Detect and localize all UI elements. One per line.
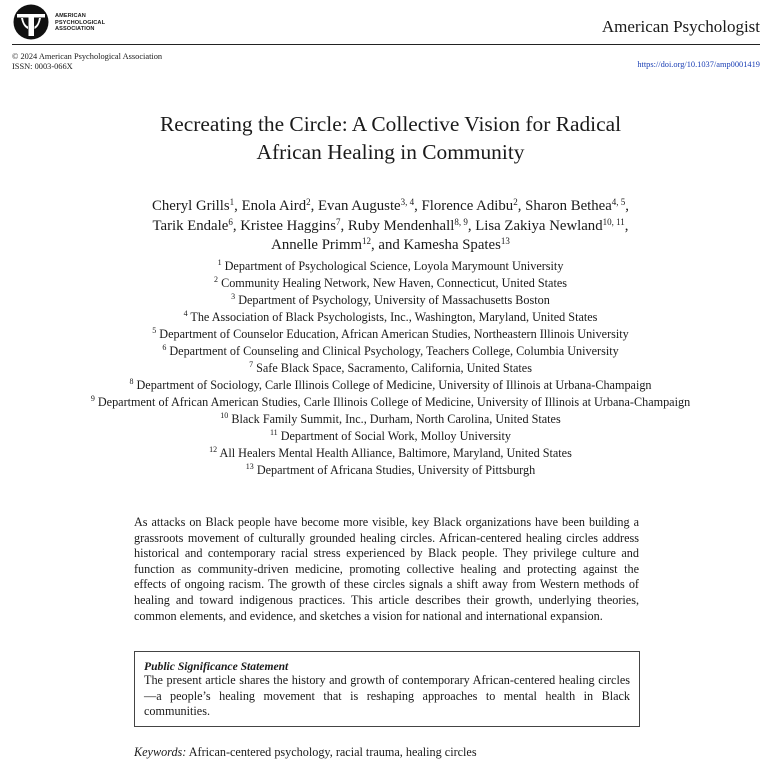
author	[242, 198, 318, 214]
affiliation-number: 2	[214, 275, 219, 284]
author-name: Lisa Zakiya Newland	[475, 217, 603, 234]
author-affiliation-number: 2	[513, 197, 518, 207]
doi-link[interactable]: https://doi.org/10.1037/amp0001419	[637, 60, 760, 69]
author-separator: ,	[624, 217, 629, 234]
affiliation-number: 6	[162, 343, 167, 352]
affiliation-text: Safe Black Space, Sacramento, California, United States	[256, 361, 532, 375]
author-name: Florence Adibu	[421, 198, 514, 214]
affiliation-number: 10	[220, 411, 229, 420]
affiliation-number: 11	[269, 428, 278, 437]
affiliation-number: 12	[209, 445, 218, 454]
author	[240, 218, 348, 234]
affiliation-number: 8	[129, 377, 134, 386]
affiliation	[0, 343, 781, 360]
author-separator: ,	[232, 217, 241, 234]
affiliation	[0, 377, 781, 394]
keywords-text: African-centered psychology, racial trauma, healing circles	[188, 745, 477, 759]
significance-text: The present article shares the history and growth of contemporary African-centered healing circles—a people’s healing movement that is reshaping approaches to mental health in Black communities.	[144, 673, 630, 719]
public-significance-box	[134, 651, 640, 727]
author-affiliation-number: 13	[500, 236, 510, 246]
author-name: Enola Aird	[241, 198, 307, 214]
author	[271, 237, 403, 253]
author-name: Kamesha Spates	[403, 237, 501, 253]
apa-logo-text: AMERICAN PSYCHOLOGICAL ASSOCIATION	[55, 13, 106, 33]
author	[152, 198, 242, 214]
affiliation-text: Department of Psychological Science, Loyola Marymount University	[224, 259, 564, 273]
affiliation	[0, 258, 781, 275]
title-line-1: Recreating the Circle: A Collective Vision for Radical	[159, 112, 622, 136]
affiliation-text: Department of Psychology, University of Massachusetts Boston	[238, 293, 550, 307]
affiliation-list	[0, 258, 781, 479]
author-separator: ,	[625, 198, 629, 214]
author-name: Tarik Endale	[152, 217, 229, 234]
affiliation	[0, 309, 781, 326]
affiliation-number: 4	[183, 309, 188, 318]
publication-meta	[12, 52, 162, 72]
author-name: Cheryl Grills	[151, 198, 230, 214]
journal-name: American Psychologist	[601, 17, 760, 36]
affiliation-text: Department of Counselor Education, African American Studies, Northeastern Illinois University	[159, 327, 629, 341]
affiliation-number: 5	[152, 326, 157, 335]
keywords-label: Keywords:	[134, 745, 187, 759]
author	[403, 237, 509, 253]
affiliation	[0, 292, 781, 309]
author-name: Evan Auguste	[318, 198, 401, 214]
affiliation-text: Department of Sociology, Carle Illinois College of Medicine, University of Illinois at Urbana-Champaign	[136, 378, 652, 392]
author-affiliation-number: 7	[335, 216, 341, 227]
author-separator: ,	[414, 198, 422, 214]
affiliation-number: 3	[231, 292, 236, 301]
affiliation	[0, 394, 781, 411]
article-title	[0, 110, 781, 166]
affiliation	[0, 360, 781, 377]
author-name: Ruby Mendenhall	[347, 217, 455, 234]
author-affiliation-number: 1	[229, 197, 235, 207]
author	[475, 218, 628, 234]
affiliation-text: Department of Social Work, Molloy University	[280, 429, 512, 443]
affiliation	[0, 428, 781, 445]
affiliation-text: Department of African American Studies, Carle Illinois College of Medicine, University of Illinois at Urbana-Champaign	[97, 395, 691, 409]
affiliation-number: 1	[217, 258, 222, 267]
author-affiliation-number: 12	[361, 236, 371, 246]
author	[318, 198, 422, 214]
author	[422, 198, 526, 214]
affiliation-text: Department of Africana Studies, University of Pittsburgh	[256, 463, 536, 477]
author-name: Sharon Bethea	[525, 198, 612, 214]
affiliation-text: All Healers Mental Health Alliance, Baltimore, Maryland, United States	[219, 446, 572, 460]
author-separator: ,	[467, 217, 476, 234]
affiliation-text: Black Family Summit, Inc., Durham, North Carolina, United States	[231, 412, 561, 426]
affiliation-number: 9	[90, 394, 95, 403]
author-affiliation-number: 4, 5	[611, 197, 626, 207]
author-affiliation-number: 3, 4	[400, 197, 415, 207]
keywords	[134, 745, 477, 760]
abstract: As attacks on Black people have become more visible, key Black organizations have been building a grassroots movement of culturally grounded healing circles. African-centered healing circles address historical and contemporary racial stress experienced by Black people. They privilege culture and function as community-driven medicine, promoting collective healing and protecting against the effects of ongoing racism. The growth of these circles signals a shift away from Western methods of healing and toward indigenous practices. This article describes their growth, underlying theories, common elements, and evidence, and sketches a vision for national and international expansion.	[134, 515, 639, 623]
author-separator: , and	[370, 237, 404, 253]
author-separator: ,	[340, 217, 348, 234]
author-affiliation-number: 8, 9	[454, 216, 468, 227]
significance-heading: Public Significance Statement	[144, 660, 289, 673]
author	[525, 198, 629, 214]
author-affiliation-number: 2	[306, 197, 311, 207]
author-separator: ,	[517, 198, 526, 214]
title-line-2: African Healing in Community	[256, 140, 525, 164]
apa-logo-icon	[12, 3, 52, 41]
affiliation-number: 7	[249, 360, 254, 369]
affiliation-text: Community Healing Network, New Haven, Connecticut, United States	[221, 276, 567, 290]
author-separator: ,	[234, 198, 242, 214]
issn: ISSN: 0003-066X	[12, 62, 73, 71]
affiliation	[0, 326, 781, 343]
author-name: Kristee Haggins	[240, 217, 336, 234]
affiliation	[0, 275, 781, 292]
affiliation-text: Department of Counseling and Clinical Psychology, Teachers College, Columbia University	[169, 344, 619, 358]
author-name: Annelle Primm	[271, 237, 362, 253]
author-affiliation-number: 6	[228, 216, 233, 227]
author-separator: ,	[310, 198, 319, 214]
affiliation-number: 13	[245, 462, 254, 471]
page-header	[0, 0, 781, 44]
header-rule	[12, 44, 760, 45]
copyright-notice: © 2024 American Psychological Association	[12, 52, 163, 61]
author	[153, 218, 241, 234]
affiliation-text: The Association of Black Psychologists, Inc., Washington, Maryland, United States	[190, 310, 598, 324]
affiliation	[0, 411, 781, 428]
author-list	[0, 197, 781, 256]
affiliation	[0, 462, 781, 479]
affiliation	[0, 445, 781, 462]
author	[348, 218, 475, 234]
author-affiliation-number: 10, 11	[602, 216, 625, 227]
